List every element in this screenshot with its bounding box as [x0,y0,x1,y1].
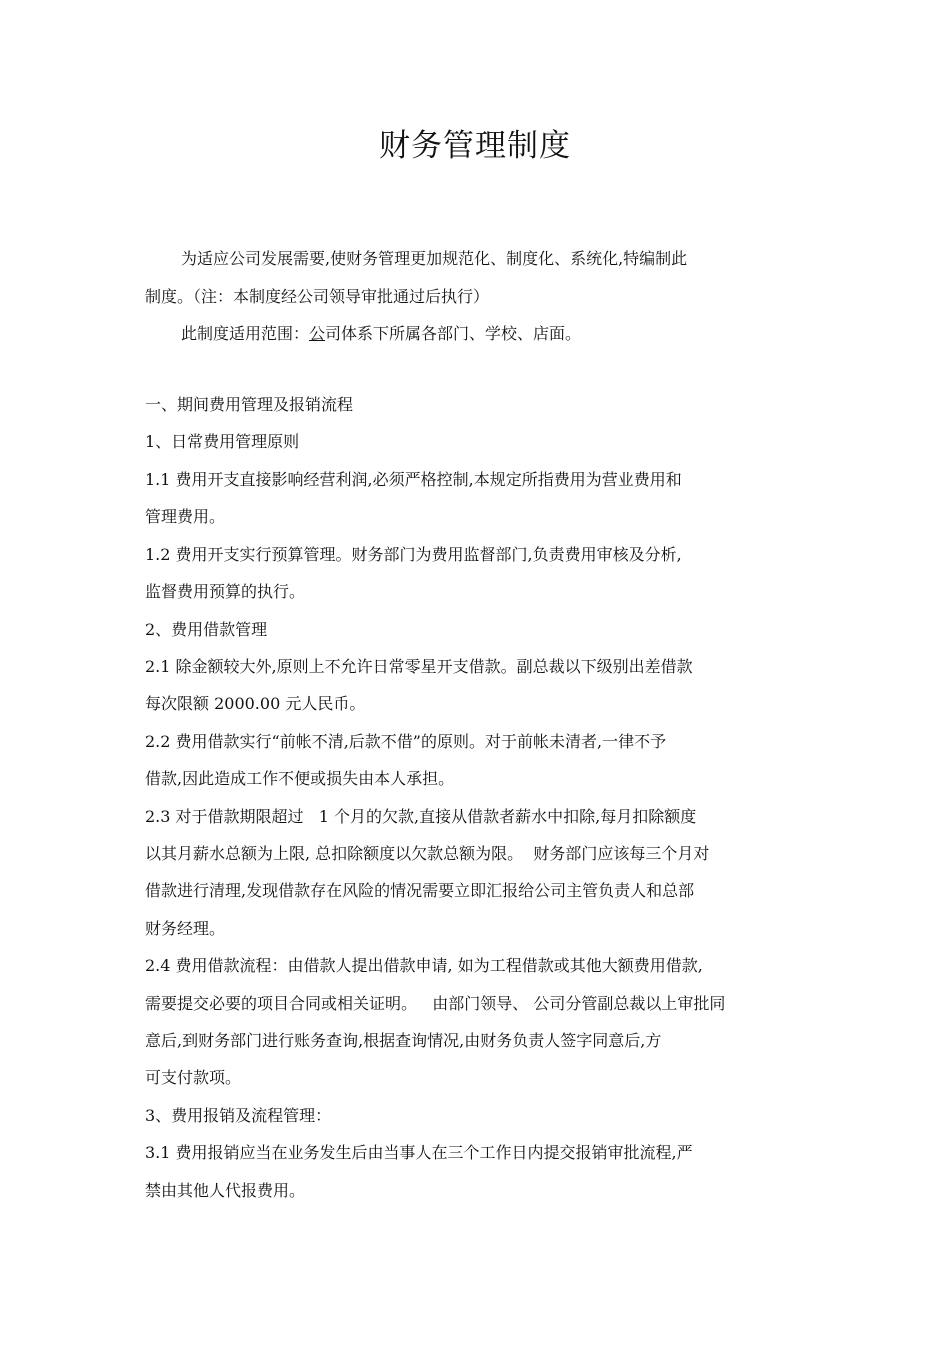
clause-2-4-line-1: 2.4 费用借款流程：由借款人提出借款申请, 如为工程借款或其他大额费用借款, [145,956,703,975]
clause-1-2-line-1: 1.2 费用开支实行预算管理。财务部门为费用监督部门,负责费用审核及分析, [145,545,682,564]
clause-2-3-line-2: 以其月薪水总额为上限, 总扣除额度以欠款总额为限。 财务部门应该每三个月对 [145,844,710,863]
clause-2-1-line-2: 每次限额 2000.00 元人民币。 [145,694,366,713]
clause-3-1-line-1: 3.1 费用报销应当在业务发生后由当事人在三个工作日内提交报销审批流程,严 [145,1143,693,1162]
clause-2-2-line-2: 借款,因此造成工作不便或损失由本人承担。 [145,769,455,788]
scope-line [181,322,581,346]
clause-2-3-line-3: 借款进行清理,发现借款存在风险的情况需要立即汇报给公司主管负责人和总部 [145,881,695,900]
clause-2-4-line-4: 可支付款项。 [145,1068,242,1087]
document-title: 财务管理制度 [379,128,571,164]
scope-label: 此制度适用范围： [181,324,310,343]
clause-2-3-line-1: 2.3 对于借款期限超过 1 个月的欠款,直接从借款者薪水中扣除,每月扣除额度 [145,807,697,826]
clause-3-1-line-2: 禁由其他人代报费用。 [145,1181,306,1200]
section-heading-1: 一、期间费用管理及报销流程 [145,395,354,414]
clause-2-3-line-4: 财务经理。 [145,919,226,938]
intro-line-1: 为适应公司发展需要,使财务管理更加规范化、制度化、系统化,特编制此 [181,249,688,268]
clause-2-1-line-1: 2.1 除金额较大外,原则上不允许日常零星开支借款。副总裁以下级别出差借款 [145,657,693,676]
clause-2-4-line-3: 意后,到财务部门进行账务查询,根据查询情况,由财务负责人签字同意后,方 [145,1031,662,1050]
subsection-heading-2: 2、费用借款管理 [145,620,268,639]
intro-line-2: 制度。（注：本制度经公司领导审批通过后执行） [145,287,490,306]
clause-1-1-line-1: 1.1 费用开支直接影响经营利润,必须严格控制,本规定所指费用为营业费用和 [145,470,682,489]
scope-underlined: 公 [309,324,326,343]
subsection-heading-3: 3、费用报销及流程管理： [145,1106,332,1125]
clause-1-1-line-2: 管理费用。 [145,507,226,526]
clause-1-2-line-2: 监督费用预算的执行。 [145,582,306,601]
clause-2-4-line-2: 需要提交必要的项目合同或相关证明。 由部门领导、 公司分管副总裁以上审批同 [145,994,726,1013]
scope-text: 司体系下所属各部门、学校、店面。 [325,324,582,343]
clause-2-2-line-1: 2.2 费用借款实行“前帐不清,后款不借”的原则。对于前帐未清者,一律不予 [145,732,667,751]
subsection-heading-1: 1、日常费用管理原则 [145,432,300,451]
